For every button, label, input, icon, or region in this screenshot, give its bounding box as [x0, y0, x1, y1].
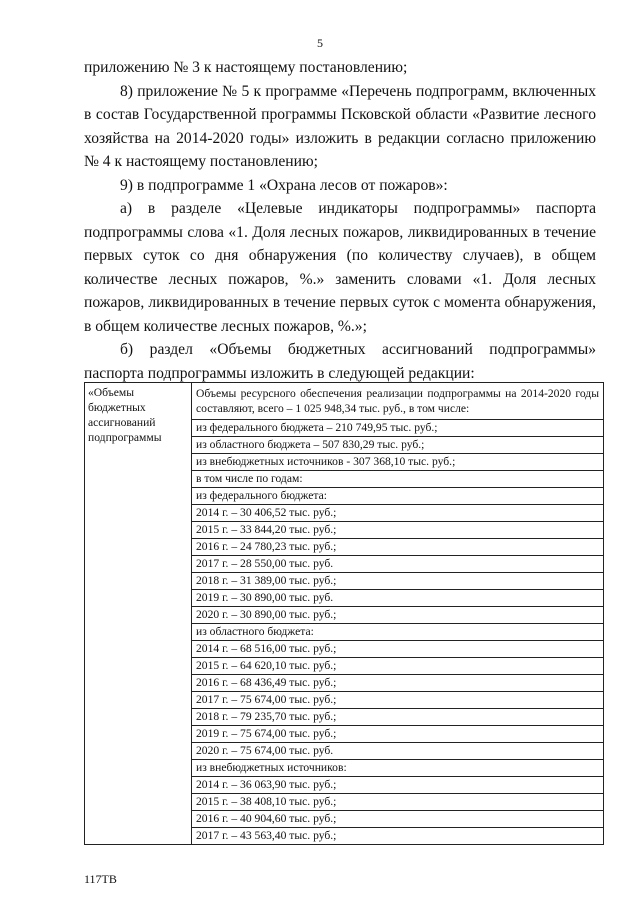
table-line: 2017 г. – 75 674,00 тыс. руб.;: [192, 692, 603, 709]
body-text: [84, 56, 596, 385]
table-line: 2015 г. – 33 844,20 тыс. руб.;: [192, 522, 603, 539]
footer-code: 117ТВ: [84, 872, 117, 886]
table-line: 2016 г. – 68 436,49 тыс. руб.;: [192, 675, 603, 692]
table-line: 2017 г. – 43 563,40 тыс. руб.;: [196, 829, 337, 842]
table-line: 2015 г. – 64 620,10 тыс. руб.;: [192, 658, 603, 675]
table-intro-line: Объемы ресурсного обеспечения реализации подпрограммы на 2014-2020 годы составляют, всего – 1 025 948,34 тыс. руб., в том числе:: [192, 383, 603, 420]
paragraph: а) в разделе «Целевые индикаторы подпрограммы» паспорта подпрограммы слова «1. Доля лесных пожаров, ликвидированных в течение первых суток со дня обнаружения (по количеству случаев), в общем количестве лесных пожаров, %.» заменить словами «1. Доля лесных пожаров, ликвидированных в течение первых суток с момента обнаружения, в общем количестве лесных пожаров, %.»;: [84, 200, 596, 335]
table-line: из областного бюджета:: [192, 624, 603, 641]
table-line: из внебюджетных источников:: [192, 760, 603, 777]
table-line: 2018 г. – 79 235,70 тыс. руб.;: [192, 709, 603, 726]
table-line: 2015 г. – 38 408,10 тыс. руб.;: [192, 794, 603, 811]
page-number: 5: [317, 36, 323, 50]
budget-passport-table: [84, 382, 604, 845]
table-line: из внебюджетных источников - 307 368,10 тыс. руб.;: [192, 454, 603, 471]
table-line: из федерального бюджета:: [192, 488, 603, 505]
paragraph: 9) в подпрограмме 1 «Охрана лесов от пожаров»:: [120, 176, 448, 194]
table-line: в том числе по годам:: [192, 471, 603, 488]
table-line: 2014 г. – 68 516,00 тыс. руб.;: [192, 641, 603, 658]
table-line: 2019 г. – 75 674,00 тыс. руб.;: [192, 726, 603, 743]
table-right-cell: [192, 383, 604, 845]
table-line: 2020 г. – 75 674,00 тыс. руб.: [192, 743, 603, 760]
table-line: 2016 г. – 24 780,23 тыс. руб.;: [192, 539, 603, 556]
paragraph: б) раздел «Объемы бюджетных ассигнований подпрограммы» паспорта подпрограммы изложить в следующей редакции:: [84, 341, 596, 382]
table-line: 2019 г. – 30 890,00 тыс. руб.: [192, 590, 603, 607]
table-line: из областного бюджета – 507 830,29 тыс. руб.;: [192, 437, 603, 454]
table-line: из федерального бюджета – 210 749,95 тыс. руб.;: [192, 420, 603, 437]
table-line: 2018 г. – 31 389,00 тыс. руб.;: [192, 573, 603, 590]
table-line: 2020 г. – 30 890,00 тыс. руб.;: [192, 607, 603, 624]
paragraph: приложению № 3 к настоящему постановлению;: [84, 59, 408, 76]
table-left-cell: «Объемы бюджетных ассигнований подпрограммы: [85, 383, 192, 845]
table-line: 2014 г. – 36 063,90 тыс. руб.;: [192, 777, 603, 794]
table-line: 2014 г. – 30 406,52 тыс. руб.;: [192, 505, 603, 522]
table-line: 2017 г. – 28 550,00 тыс. руб.: [192, 556, 603, 573]
paragraph: 8) приложение № 5 к программе «Перечень подпрограмм, включенных в состав Государственной программы Псковской области «Развитие лесного хозяйства на 2014-2020 годы» изложить в редакции согласно приложению № 4 к настоящему постановлению;: [84, 82, 596, 170]
table-line: 2016 г. – 40 904,60 тыс. руб.;: [192, 811, 603, 828]
table-row: [85, 383, 604, 845]
